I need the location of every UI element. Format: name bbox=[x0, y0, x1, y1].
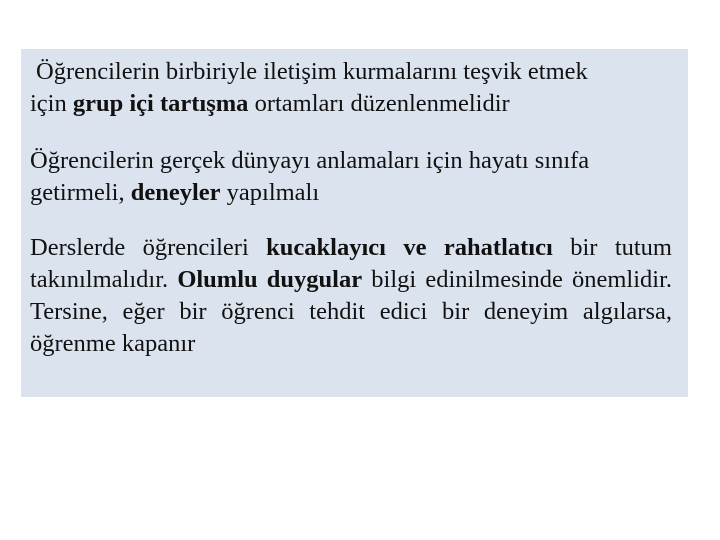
content-box bbox=[21, 49, 688, 397]
paragraph-positive-emotions bbox=[30, 232, 672, 360]
paragraph-2-text-pre: Öğrencilerin gerçek dünyayı anlamaları için hayatı sınıfa getirmeli, bbox=[30, 147, 590, 206]
paragraph-1-text-pre: için bbox=[30, 90, 73, 117]
paragraph-2-text-post: yapılmalı bbox=[220, 179, 320, 206]
paragraph-1-line-1: Öğrencilerin birbiriyle iletişim kurmalarını teşvik etmek bbox=[36, 58, 588, 85]
paragraph-1-bold-phrase: grup içi tartışma bbox=[72, 90, 249, 117]
paragraph-1-text-post: ortamları düzenlenmelidir bbox=[248, 90, 510, 117]
paragraph-3-text-post: bilgi edinilmesinde önemlidir. Tersine, eğer bir öğrenci tehdit edici bir deneyim algılarsa, öğrenme kapanır bbox=[30, 266, 673, 357]
paragraph-experiments bbox=[30, 145, 672, 209]
paragraph-3-text-mid: bir tutum takınılmalıdır. bbox=[30, 234, 672, 293]
paragraph-3-text-pre: Derslerde öğrencileri bbox=[30, 234, 267, 261]
paragraph-3-bold-phrase-2: Olumlu duygular bbox=[177, 266, 363, 293]
paragraph-group-discussion bbox=[30, 56, 672, 120]
paragraph-2-bold-phrase: deneyler bbox=[130, 179, 221, 206]
paragraph-3-bold-phrase-1: kucaklayıcı ve rahatlatıcı bbox=[266, 234, 553, 261]
